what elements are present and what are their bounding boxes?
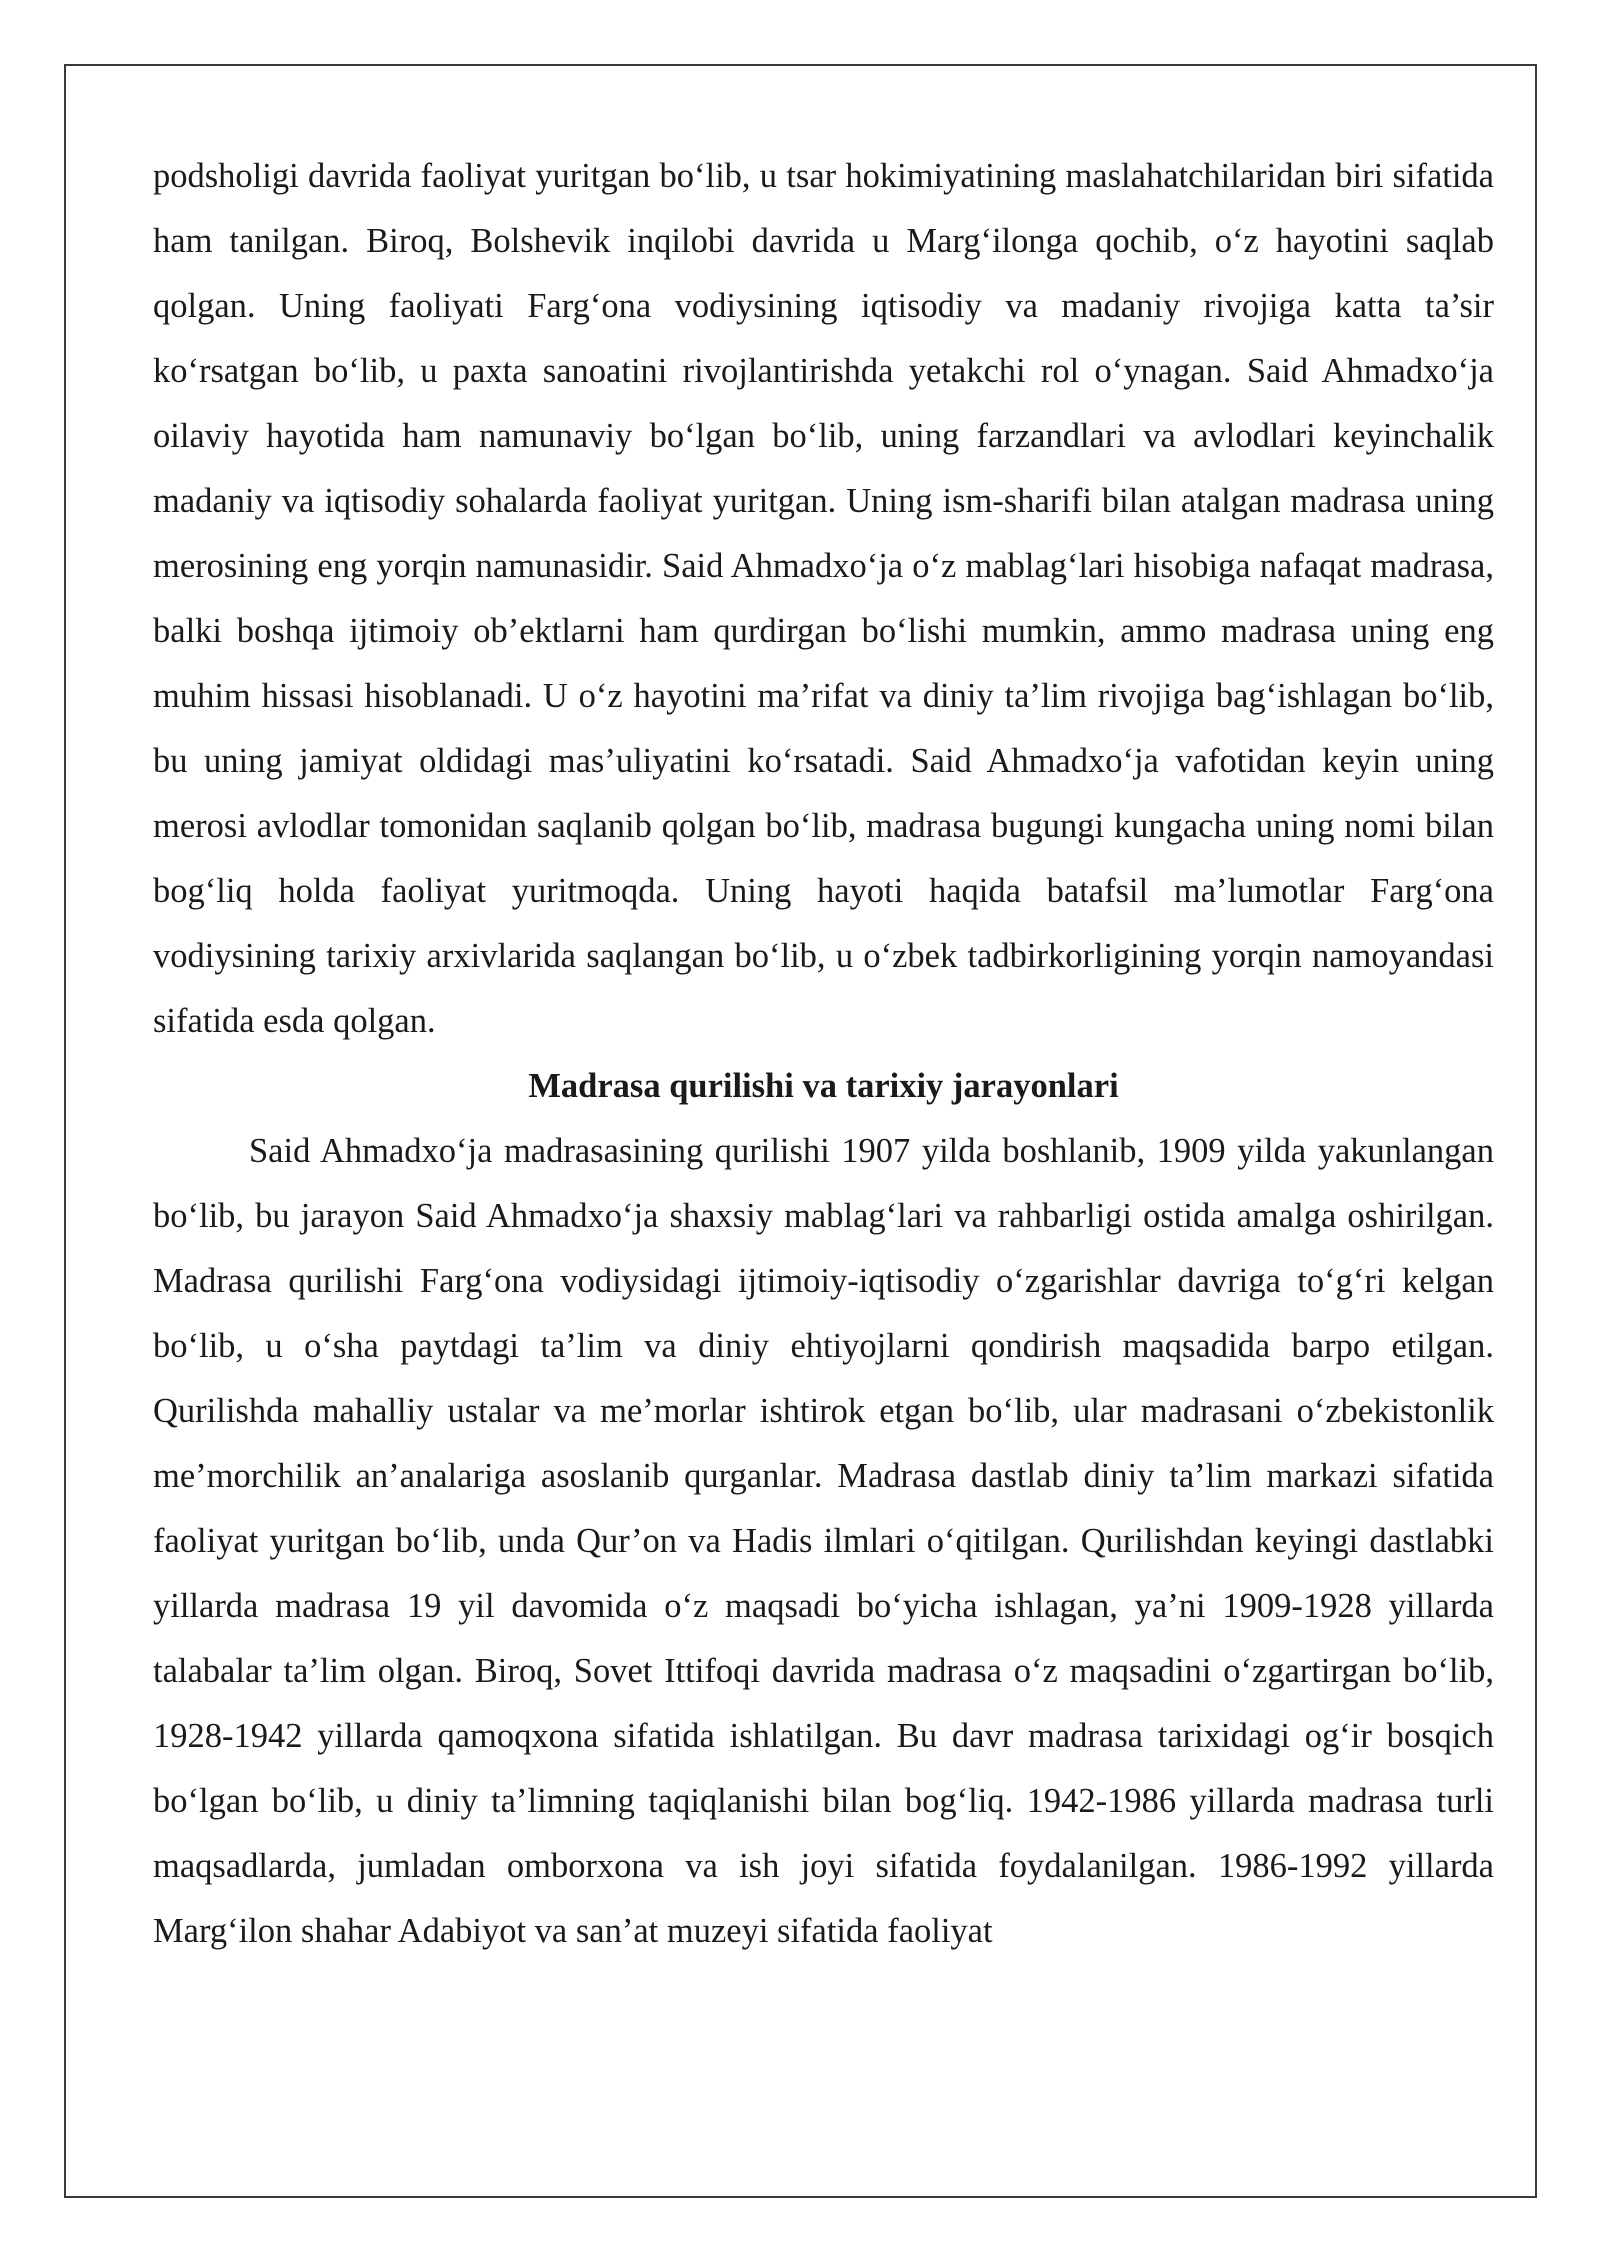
document-body [153,144,1494,1964]
paragraph-construction-history: Said Ahmadxo‘ja madrasasining qurilishi 1907 yilda boshlanib, 1909 yilda yakunlangan bo‘lib, bu jarayon Said Ahmadxo‘ja shaxsiy mablag‘lari va rahbarligi ostida amalga oshirilgan. Madrasa qurilishi Farg‘ona vodiysidagi ijtimoiy-iqtisodiy o‘zgarishlar davriga to‘g‘ri kelgan bo‘lib, u o‘sha paytdagi ta’lim va diniy ehtiyojlarni qondirish maqsadida barpo etilgan. Qurilishda mahalliy ustalar va me’morlar ishtirok etgan bo‘lib, ular madrasani o‘zbekistonlik me’morchilik an’analariga asoslanib qurganlar. Madrasa dastlab diniy ta’lim markazi sifatida faoliyat yuritgan bo‘lib, unda Qur’on va Hadis ilmlari o‘qitilgan. Qurilishdan keyingi dastlabki yillarda madrasa 19 yil davomida o‘z maqsadi bo‘yicha ishlagan, ya’ni 1909-1928 yillarda talabalar ta’lim olgan. Biroq, Sovet Ittifoqi davrida madrasa o‘z maqsadini o‘zgartirgan bo‘lib, 1928-1942 yillarda qamoqxona sifatida ishlatilgan. Bu davr madrasa tarixidagi og‘ir bosqich bo‘lgan bo‘lib, u diniy ta’limning taqiqlanishi bilan bog‘liq. 1942-1986 yillarda madrasa turli maqsadlarda, jumladan omborxona va ish joyi sifatida foydalanilgan. 1986-1992 yillarda Marg‘ilon shahar Adabiyot va san’at muzeyi sifatida faoliyat [153,1132,1494,1950]
paragraph-intro-continued: podsholigi davrida faoliyat yuritgan bo‘lib, u tsar hokimiyatining maslahatchilaridan biri sifatida ham tanilgan. Biroq, Bolshevik inqilobi davrida u Marg‘ilonga qochib, o‘z hayotini saqlab qolgan. Uning faoliyati Farg‘ona vodiysining iqtisodiy va madaniy rivojiga katta ta’sir ko‘rsatgan bo‘lib, u paxta sanoatini rivojlantirishda yetakchi rol o‘ynagan. Said Ahmadxo‘ja oilaviy hayotida ham namunaviy bo‘lgan bo‘lib, uning farzandlari va avlodlari keyinchalik madaniy va iqtisodiy sohalarda faoliyat yuritgan. Uning ism-sharifi bilan atalgan madrasa uning merosining eng yorqin namunasidir. Said Ahmadxo‘ja o‘z mablag‘lari hisobiga nafaqat madrasa, balki boshqa ijtimoiy ob’ektlarni ham qurdirgan bo‘lishi mumkin, ammo madrasa uning eng muhim hissasi hisoblanadi. U o‘z hayotini ma’rifat va diniy ta’lim rivojiga bag‘ishlagan bo‘lib, bu uning jamiyat oldidagi mas’uliyatini ko‘rsatadi. Said Ahmadxo‘ja vafotidan keyin uning merosi avlodlar tomonidan saqlanib qolgan bo‘lib, madrasa bugungi kungacha uning nomi bilan bog‘liq holda faoliyat yuritmoqda. Uning hayoti haqida batafsil ma’lumotlar Farg‘ona vodiysining tarixiy arxivlarida saqlangan bo‘lib, u o‘zbek tadbirkorligining yorqin namoyandasi sifatida esda qolgan. [153,157,1494,1040]
section-heading: Madrasa qurilishi va tarixiy jarayonlari [528,1067,1119,1105]
